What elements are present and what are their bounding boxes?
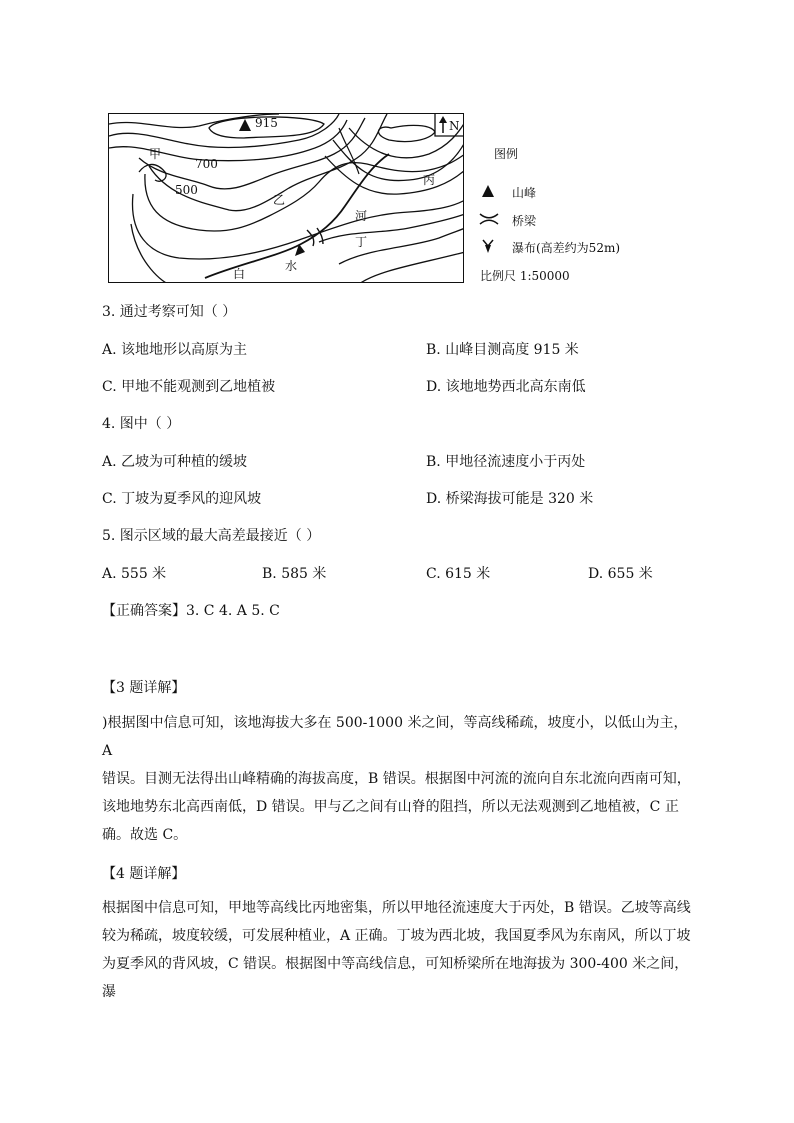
question-5-option-c: C. 615 米 <box>426 566 491 582</box>
question-3-option-c: C. 甲地不能观测到乙地植被 <box>102 379 276 395</box>
question-4-option-c: C. 丁坡为夏季风的迎风坡 <box>102 491 262 507</box>
explanation-line: 较为稀疏，坡度较缓，可发展种植业，A 正确。丁坡为西北坡，我国夏季风为东南风，所以丁坡 <box>102 928 691 944</box>
question-3-stem: 3. 通过考察可知（ ） <box>102 304 237 320</box>
question-4-option-d: D. 桥梁海拔可能是 320 米 <box>426 491 594 507</box>
explanation-line: )根据图中信息可知，该地海拔大多在 500-1000 米之间，等高线稀疏，坡度小，以低山为主，A <box>102 715 688 759</box>
question-4-stem: 4. 图中（ ） <box>102 416 181 432</box>
explanation-4-body <box>102 894 692 1006</box>
explanation-3-body <box>102 709 692 849</box>
explanation-line: 错误。目测无法得出山峰精确的海拔高度，B 错误。根据图中河流的流向自东北流向西南可知， <box>102 771 691 787</box>
question-5-option-d: D. 655 米 <box>588 566 653 582</box>
river-char-he: 河 <box>355 209 368 223</box>
river-char-bai: 白 <box>233 267 246 281</box>
question-4-option-b: B. 甲地径流速度小于丙处 <box>426 454 586 470</box>
north-label: N <box>449 119 460 133</box>
river-char-shui: 水 <box>285 259 298 273</box>
contour-500-label: 500 <box>175 183 198 197</box>
legend-title: 图例 <box>494 147 519 161</box>
legend-label: 瀑布(高差约为52m) <box>512 241 621 255</box>
question-3-option-a: A. 该地地形以高原为主 <box>102 342 248 358</box>
place-ding-label: 丁 <box>355 235 368 249</box>
explanation-4-title: 【4 题详解】 <box>102 866 186 882</box>
explanation-3-title: 【3 题详解】 <box>102 680 186 696</box>
peak-icon <box>239 119 251 131</box>
legend-label: 桥梁 <box>512 214 537 228</box>
question-4-option-a: A. 乙坡为可种植的缓坡 <box>102 454 248 470</box>
contour-700-label: 700 <box>195 157 218 171</box>
contour-lines <box>109 114 464 283</box>
question-5-option-b: B. 585 米 <box>262 566 327 582</box>
north-arrow-icon <box>439 116 447 133</box>
explanation-line: 为夏季风的背风坡，C 错误。根据图中等高线信息，可知桥梁所在地海拔为 300-400 米之间，瀑 <box>102 956 689 1000</box>
waterfall-icon <box>478 238 500 254</box>
answer-key: 【正确答案】3. C 4. A 5. C <box>102 603 280 619</box>
map-scale: 比例尺 1:50000 <box>480 269 570 283</box>
question-3-option-d: D. 该地地势西北高东南低 <box>426 379 586 395</box>
place-yi-label: 乙 <box>273 193 286 207</box>
question-5-option-a: A. 555 米 <box>102 566 167 582</box>
peak-elevation-label: 915 <box>255 116 278 130</box>
place-jia-label: 甲 <box>149 147 162 161</box>
peak-icon <box>478 183 500 199</box>
question-3-option-b: B. 山峰目测高度 915 米 <box>426 342 579 358</box>
topographic-map <box>108 113 464 283</box>
place-bing-label: 丙 <box>423 173 436 187</box>
question-5-stem: 5. 图示区域的最大高差最接近（ ） <box>102 528 321 544</box>
explanation-line: 确。故选 C。 <box>102 827 188 843</box>
legend-label: 山峰 <box>512 186 537 200</box>
explanation-line: 该地地势东北高西南低，D 错误。甲与乙之间有山脊的阻挡，所以无法观测到乙地植被，C 正 <box>102 799 679 815</box>
explanation-line: 根据图中信息可知，甲地等高线比丙地密集，所以甲地径流速度大于丙处，B 错误。乙坡等高线 <box>102 900 691 916</box>
bridge-icon <box>478 211 500 227</box>
